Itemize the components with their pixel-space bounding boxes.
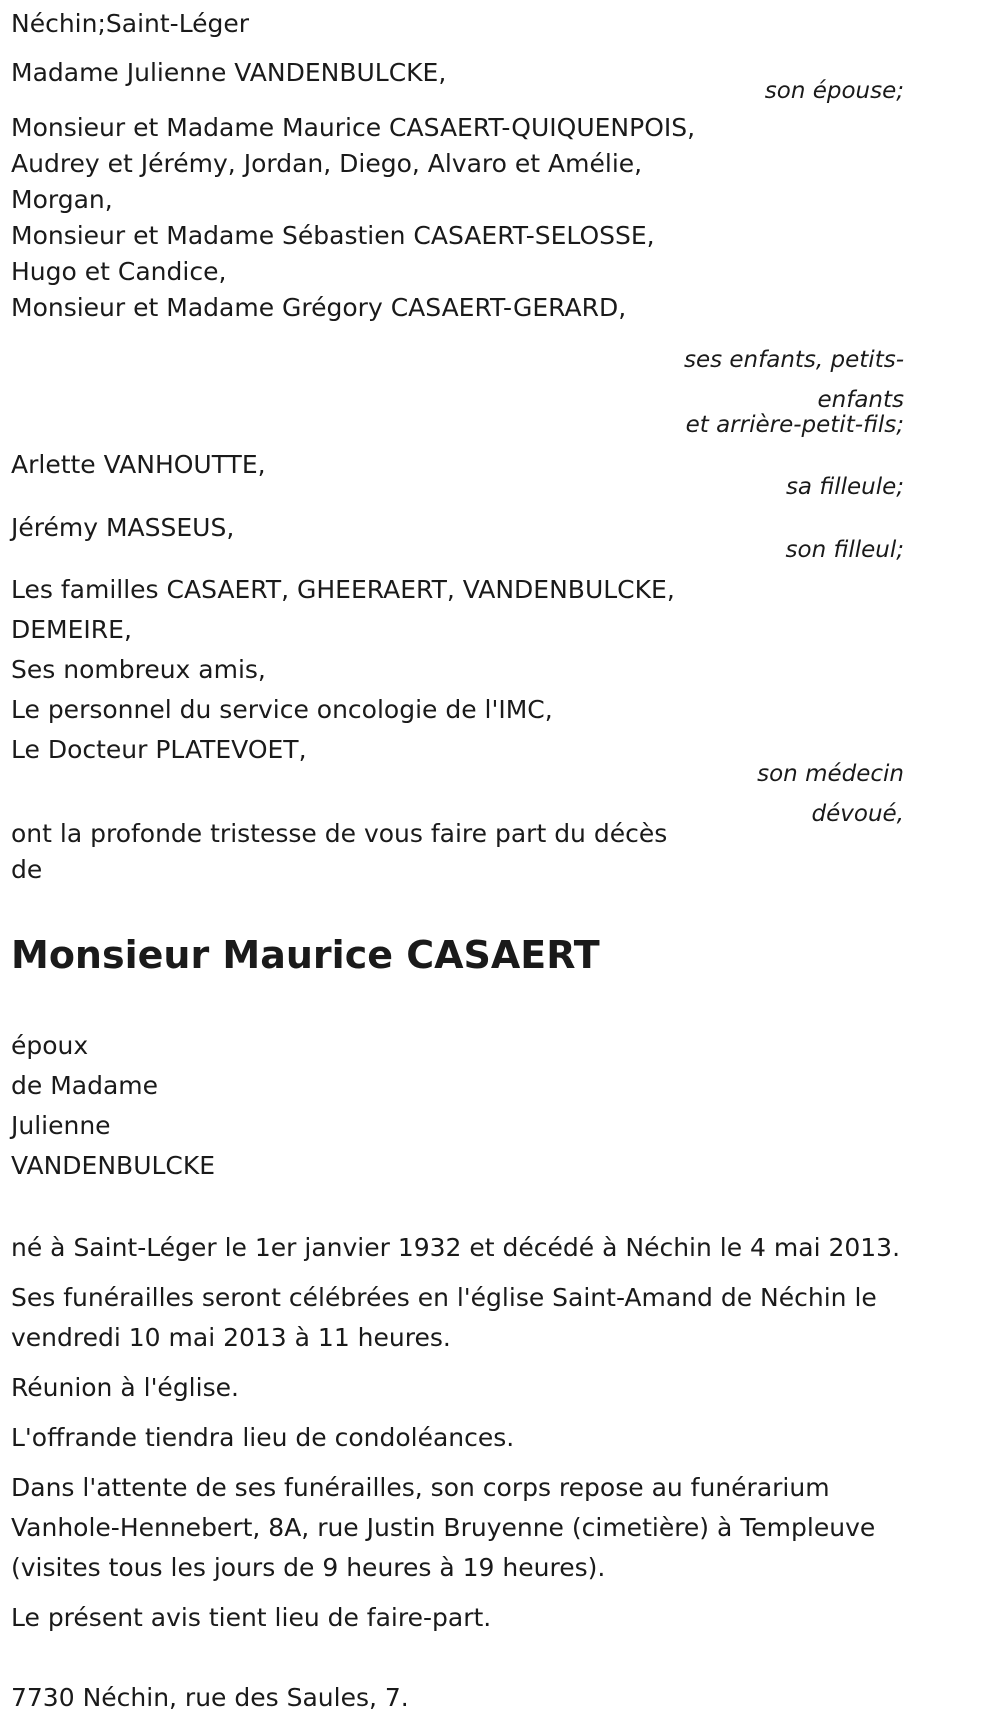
address: 7730 Néchin, rue des Saules, 7. (11, 1683, 409, 1712)
announcement-line: ont la profonde tristesse de vous faire part du décès (11, 819, 668, 848)
spouse-line: époux (11, 1031, 89, 1060)
family-name-line: Madame Julienne VANDENBULCKE, (11, 58, 447, 87)
funerarium-info: Dans l'attente de ses funérailles, son corps repose au funérarium (11, 1473, 830, 1502)
family-name-line: Le personnel du service oncologie de l'IMC, (11, 695, 553, 724)
family-name-line: DEMEIRE, (11, 615, 132, 644)
family-name-line: Le Docteur PLATEVOET, (11, 735, 307, 764)
notice-info: Le présent avis tient lieu de faire-part. (11, 1603, 492, 1632)
family-relation: son médecin (757, 761, 904, 787)
family-name-line: Arlette VANHOUTTE, (11, 450, 266, 479)
location-header: Néchin;Saint-Léger (11, 9, 250, 38)
funeral-info: vendredi 10 mai 2013 à 11 heures. (11, 1323, 451, 1352)
family-relation: dévoué, (811, 801, 904, 827)
family-relation: et arrière-petit-fils; (685, 412, 904, 438)
family-relation: sa filleule; (785, 474, 904, 500)
spouse-line: VANDENBULCKE (11, 1151, 216, 1180)
family-name-line: Les familles CASAERT, GHEERAERT, VANDENBULCKE, (11, 575, 675, 604)
offering-info: L'offrande tiendra lieu de condoléances. (11, 1423, 515, 1452)
family-name-line: Jérémy MASSEUS, (11, 513, 235, 542)
family-relation: son filleul; (785, 537, 904, 563)
funerarium-info: (visites tous les jours de 9 heures à 19 heures). (11, 1553, 606, 1582)
family-relation: enfants (817, 387, 904, 413)
deceased-name: Monsieur Maurice CASAERT (11, 933, 600, 977)
funerarium-info: Vanhole-Hennebert, 8A, rue Justin Bruyenne (cimetière) à Templeuve (11, 1513, 876, 1542)
family-name-line: Ses nombreux amis, (11, 655, 266, 684)
spouse-line: Julienne (11, 1111, 111, 1140)
family-name-line: Morgan, (11, 185, 113, 214)
birth-death-info: né à Saint-Léger le 1er janvier 1932 et décédé à Néchin le 4 mai 2013. (11, 1233, 901, 1262)
spouse-line: de Madame (11, 1071, 159, 1100)
funeral-info: Ses funérailles seront célébrées en l'église Saint-Amand de Néchin le (11, 1283, 877, 1312)
family-name-line: Monsieur et Madame Maurice CASAERT-QUIQUENPOIS, (11, 113, 696, 142)
announcement-line: de (11, 855, 43, 884)
family-name-line: Monsieur et Madame Sébastien CASAERT-SELOSSE, (11, 221, 655, 250)
family-name-line: Audrey et Jérémy, Jordan, Diego, Alvaro et Amélie, (11, 149, 643, 178)
meeting-info: Réunion à l'église. (11, 1373, 239, 1402)
family-relation: ses enfants, petits- (683, 347, 904, 373)
family-relation: son épouse; (764, 78, 904, 104)
family-name-line: Hugo et Candice, (11, 257, 227, 286)
family-name-line: Monsieur et Madame Grégory CASAERT-GERARD, (11, 293, 627, 322)
